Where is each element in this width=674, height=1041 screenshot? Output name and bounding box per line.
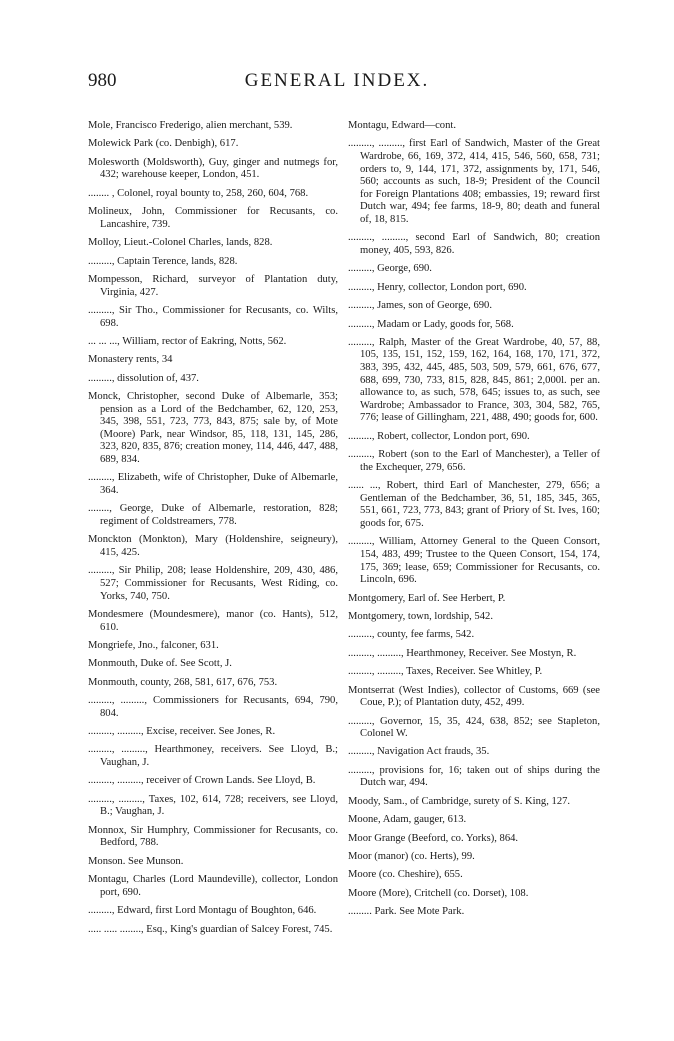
index-entry: Monastery rents, 34 bbox=[88, 354, 173, 366]
index-entry: ........., Edward, first Lord Montagu of Boughton, 646. bbox=[88, 905, 317, 917]
index-entry: ... ... ..., William, rector of Eakring, Notts, 562. bbox=[88, 335, 287, 347]
index-entry: ........., Ralph, Master of the Great Wardrobe, 40, 57, 88, 105, 135, 151, 152, 159, 162, 164, 168, 170, 171, 372, 383, 395, 432, 445, 485, 503, 509, 579, 661, 676, 677, 688, 699, 730, 733, 815, 828, 845, 861; 2,000l. per an. allowance to, as such, 578, 645; issues to, as such, see Wardrobe; Ambassador to France, 303, 304, 582, 765, 776; lease of Gillingham, 221, 488, 490; goods for, 600. bbox=[348, 336, 600, 424]
index-entry: Montgomery, Earl of. See Herbert, P. bbox=[348, 592, 506, 604]
index-entry: Moore (co. Cheshire), 655. bbox=[348, 869, 463, 881]
index-column-left bbox=[88, 120, 338, 942]
index-entry: ........., Elizabeth, wife of Christopher, Duke of Albemarle, 364. bbox=[88, 472, 338, 497]
index-entry: Mongriefe, Jno., falconer, 631. bbox=[88, 639, 219, 651]
index-entry: ........, George, Duke of Albemarle, restoration, 828; regiment of Coldstreamers, 778. bbox=[88, 503, 338, 527]
index-entry: ........., Governor, 15, 35, 424, 638, 852; see Stapleton, Colonel W. bbox=[348, 715, 600, 740]
index-entry: ........., ........., Excise, receiver. See Jones, R. bbox=[88, 726, 276, 738]
index-entry: ........., Sir Philip, 208; lease Holdenshire, 209, 430, 486, 527; Commissioner for Recusants, West Riding, co. Yorks, 740, 750. bbox=[88, 565, 338, 602]
index-entry: Montagu, Edward—cont. bbox=[348, 120, 456, 131]
index-entry: ........., provisions for, 16; taken out of ships during the Dutch war, 494. bbox=[348, 764, 600, 789]
index-entry: Monmouth, Duke of. See Scott, J. bbox=[88, 658, 232, 670]
index-entry: ..... ..... ........, Esq., King's guardian of Salcey Forest, 745. bbox=[88, 923, 333, 935]
index-entry: Moor Grange (Beeford, co. Yorks), 864. bbox=[348, 832, 519, 844]
index-entry: Monnox, Sir Humphry, Commissioner for Recusants, co. Bedford, 788. bbox=[88, 824, 338, 849]
index-entry: Montgomery, town, lordship, 542. bbox=[348, 610, 493, 622]
index-entry: Monckton (Monkton), Mary (Holdenshire, seigneury), 415, 425. bbox=[88, 534, 338, 558]
index-entry: Monson. See Munson. bbox=[88, 855, 184, 867]
index-entry: ........., Captain Terence, lands, 828. bbox=[88, 255, 238, 267]
index-entry: Moor (manor) (co. Herts), 99. bbox=[348, 851, 475, 863]
index-column-right bbox=[348, 120, 600, 925]
index-entry: ........., Robert (son to the Earl of Manchester), a Teller of the Exchequer, 279, 656. bbox=[348, 449, 600, 473]
index-entry: ........., Navigation Act frauds, 35. bbox=[348, 746, 490, 758]
index-entry: ........., dissolution of, 437. bbox=[88, 372, 199, 384]
index-entry: ........., ........., Taxes, Receiver. See Whitley, P. bbox=[348, 666, 543, 678]
index-entry: Molewick Park (co. Denbigh), 617. bbox=[88, 138, 239, 150]
index-entry: Mondesmere (Moundesmere), manor (co. Hants), 512, 610. bbox=[88, 608, 338, 633]
index-entry: ........., ........., Taxes, 102, 614, 728; receivers, see Lloyd, B.; Vaughan, J. bbox=[88, 793, 338, 818]
index-entry: ........., Robert, collector, London port, 690. bbox=[348, 430, 530, 442]
index-entry: Moone, Adam, gauger, 613. bbox=[348, 814, 467, 826]
index-entry: ........., ........., Hearthmoney, receivers. See Lloyd, B.; Vaughan, J. bbox=[88, 744, 338, 769]
index-entry: Mompesson, Richard, surveyor of Plantation duty, Virginia, 427. bbox=[88, 273, 338, 298]
index-entry: Montserrat (West Indies), collector of Customs, 669 (see Coue, P.); of Plantation duty, 452, 499. bbox=[348, 684, 600, 709]
index-entry: Molesworth (Moldsworth), Guy, ginger and nutmegs for, 432; warehouse keeper, London, 451. bbox=[88, 156, 338, 181]
index-entry: ........ , Colonel, royal bounty to, 258, 260, 604, 768. bbox=[88, 187, 309, 199]
index-entry: ........., George, 690. bbox=[348, 263, 432, 275]
index-entry: ........., ........., Hearthmoney, Receiver. See Mostyn, R. bbox=[348, 647, 577, 659]
index-entry: Molineux, John, Commissioner for Recusants, co. Lancashire, 739. bbox=[88, 206, 338, 230]
index-entry: ........., James, son of George, 690. bbox=[348, 300, 492, 312]
page-number: 980 bbox=[88, 70, 117, 91]
index-entry: ......... Park. See Mote Park. bbox=[348, 906, 465, 918]
index-entry: ........., ........., second Earl of Sandwich, 80; creation money, 405, 593, 826. bbox=[348, 232, 600, 256]
index-entry: ........., Henry, collector, London port, 690. bbox=[348, 281, 527, 293]
index-entry: ........., ........., receiver of Crown Lands. See Lloyd, B. bbox=[88, 775, 316, 787]
index-entry: ........., Madam or Lady, goods for, 568. bbox=[348, 318, 514, 330]
index-entry: ...... ..., Robert, third Earl of Manchester, 279, 656; a Gentleman of the Bedchamber, 36, 51, 185, 345, 365, 551, 661, 723, 773, 843; grant of Priory of St. Ives, 160; goods for, 675. bbox=[348, 480, 600, 529]
index-entry: Monck, Christopher, second Duke of Albemarle, 353; pension as a Lord of the Bedchamber, 62, 120, 253, 345, 398, 551, 723, 773, 843, 875; sale by, of Mote (Moore) Park, near Windsor, 85, 118, 131, 145, 286, 323, 820, 835, 876; creation money, 114, 446, 447, 488, 689, 834. bbox=[88, 391, 338, 466]
index-entry: ........., ........., Commissioners for Recusants, 694, 790, 804. bbox=[88, 695, 338, 719]
index-entry: Moody, Sam., of Cambridge, surety of S. King, 127. bbox=[348, 795, 571, 807]
index-entry: ........., Sir Tho., Commissioner for Recusants, co. Wilts, 698. bbox=[88, 304, 338, 329]
index-entry: Mole, Francisco Frederigo, alien merchant, 539. bbox=[88, 120, 293, 131]
index-entry: Montagu, Charles (Lord Maundeville), collector, London port, 690. bbox=[88, 874, 338, 898]
index-entry: Monmouth, county, 268, 581, 617, 676, 753. bbox=[88, 676, 278, 688]
index-entry: Moore (More), Critchell (co. Dorset), 108. bbox=[348, 887, 529, 899]
index-entry: ........., William, Attorney General to the Queen Consort, 154, 483, 499; Trustee to the Queen Consort, 154, 174, 175, 369; lease, 659; Commissioner for Recusants, co. Lincoln, 696. bbox=[348, 536, 600, 586]
index-entry: Molloy, Lieut.-Colonel Charles, lands, 828. bbox=[88, 237, 273, 249]
running-head: GENERAL INDEX. bbox=[244, 70, 430, 91]
index-entry: ........., ........., first Earl of Sandwich, Master of the Great Wardrobe, 66, 169, 372, 414, 415, 546, 560, 658, 731; orders to, 9, 144, 171, 372, assignments by, 171, 546, 560; accounts as such, 18-9; President of the Council for Foreign Plantations 408; embassies, 19; reward first Dutch war, 494; fee farms, 18-9, 80; death and funeral of, 18, 815. bbox=[348, 138, 600, 225]
index-entry: ........., county, fee farms, 542. bbox=[348, 629, 475, 641]
